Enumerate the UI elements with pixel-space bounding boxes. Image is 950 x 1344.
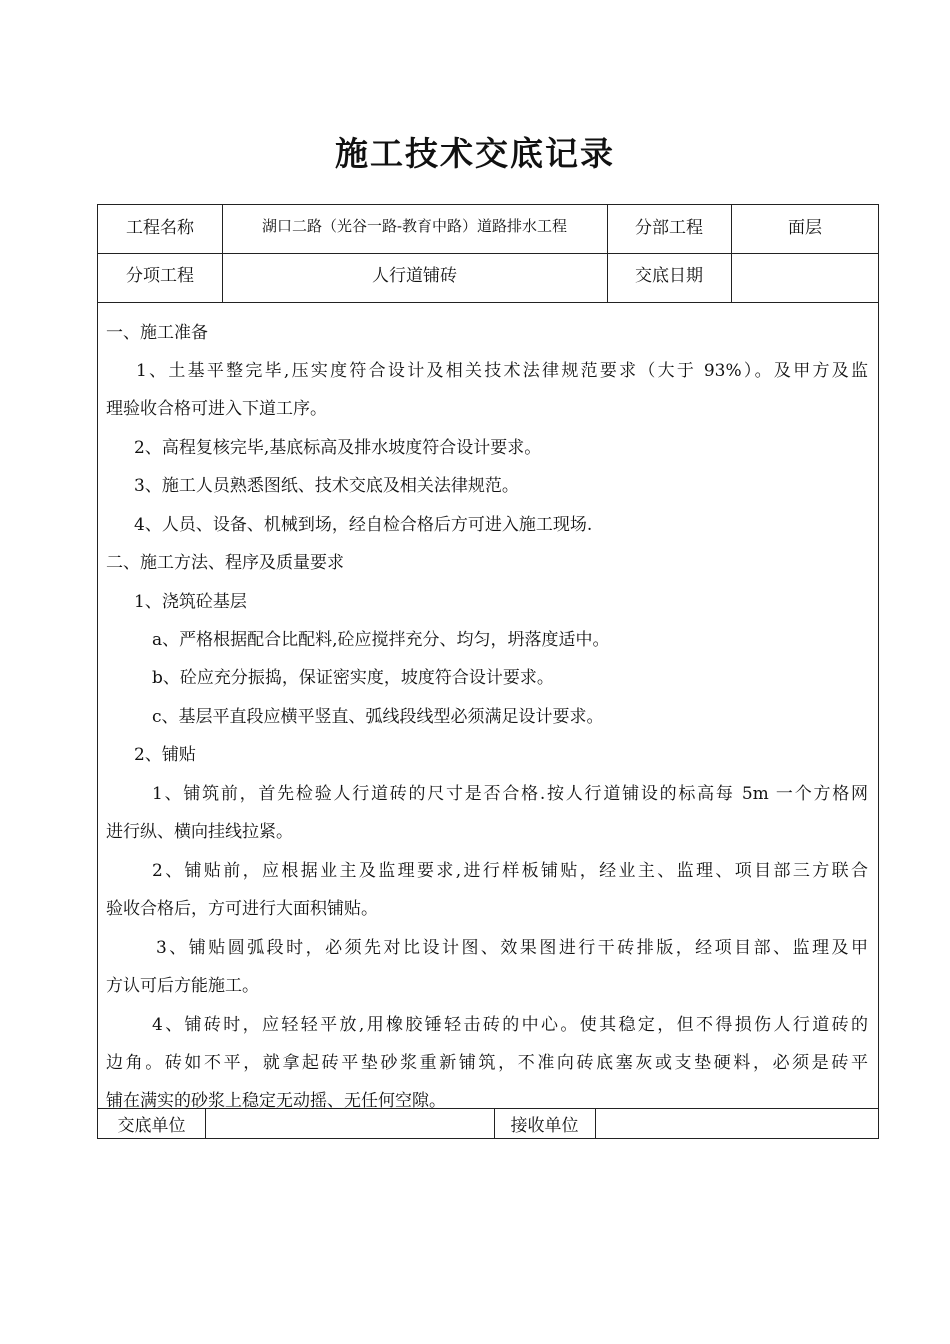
paragraph-line: 进行纵、横向挂线拉紧。 [106, 822, 293, 842]
subitem-label: 分项工程 [126, 265, 194, 286]
page-title: 施工技术交底记录 [335, 134, 615, 173]
paragraph-line: 1、土基平整完毕,压实度符合设计及相关技术法律规范要求（大于 93%）。及甲方及监 [136, 361, 868, 381]
division-value: 面层 [788, 217, 822, 238]
receiver-value [595, 1108, 879, 1139]
paragraph-line: 铺在满实的砂浆上稳定无动摇、无任何空隙。 [106, 1091, 446, 1111]
project-name-label: 工程名称 [126, 217, 194, 238]
project-name-value: 湖口二路（光谷一路-教育中路）道路排水工程 [261, 216, 568, 235]
paragraph-line: 边角。砖如不平，就拿起砖平垫砂浆重新铺筑，不准向砖底塞灰或支垫硬料，必须是砖平 [106, 1053, 868, 1073]
paragraph-line: b、砼应充分振捣，保证密实度，坡度符合设计要求。 [152, 668, 554, 688]
date-value [731, 253, 879, 293]
paragraph-line: 2、高程复核完毕,基底标高及排水坡度符合设计要求。 [134, 438, 542, 458]
issuer-value [205, 1108, 494, 1139]
subsection-heading: 1、浇筑砼基层 [134, 592, 247, 612]
division-label: 分部工程 [635, 217, 703, 238]
row-divider [98, 302, 878, 303]
paragraph-line: 4、人员、设备、机械到场，经自检合格后方可进入施工现场. [134, 515, 593, 535]
paragraph-line: 2、铺贴前，应根据业主及监理要求,进行样板铺贴，经业主、监理、项目部三方联合 [152, 861, 868, 881]
paragraph-line: 3、铺贴圆弧段时，必须先对比设计图、效果图进行干砖排版，经项目部、监理及甲 [156, 938, 868, 958]
receiver-label: 接收单位 [510, 1116, 579, 1136]
issuer-label: 交底单位 [117, 1116, 186, 1136]
paragraph-line: c、基层平直段应横平竖直、弧线段线型必须满足设计要求。 [152, 707, 604, 727]
section-heading: 一、施工准备 [106, 323, 208, 343]
paragraph-line: a、严格根据配合比配料,砼应搅拌充分、均匀，坍落度适中。 [152, 630, 610, 650]
paragraph-line: 1、铺筑前，首先检验人行道砖的尺寸是否合格.按人行道铺设的标高每 5m 一个方格网 [152, 784, 868, 804]
paragraph-line: 4、铺砖时，应轻轻平放,用橡胶锤轻击砖的中心。使其稳定，但不得损伤人行道砖的 [152, 1015, 868, 1035]
subitem-value: 人行道铺砖 [372, 265, 457, 286]
subsection-heading: 2、铺贴 [134, 745, 196, 765]
paragraph-line: 验收合格后，方可进行大面积铺贴。 [106, 899, 378, 919]
paragraph-line: 3、施工人员熟悉图纸、技术交底及相关法律规范。 [134, 476, 519, 496]
paragraph-line: 方认可后方能施工。 [106, 976, 259, 996]
paragraph-line: 理验收合格可进入下道工序。 [106, 399, 327, 419]
record-table [97, 204, 879, 1139]
section-heading: 二、施工方法、程序及质量要求 [106, 553, 344, 573]
date-label: 交底日期 [635, 265, 703, 286]
